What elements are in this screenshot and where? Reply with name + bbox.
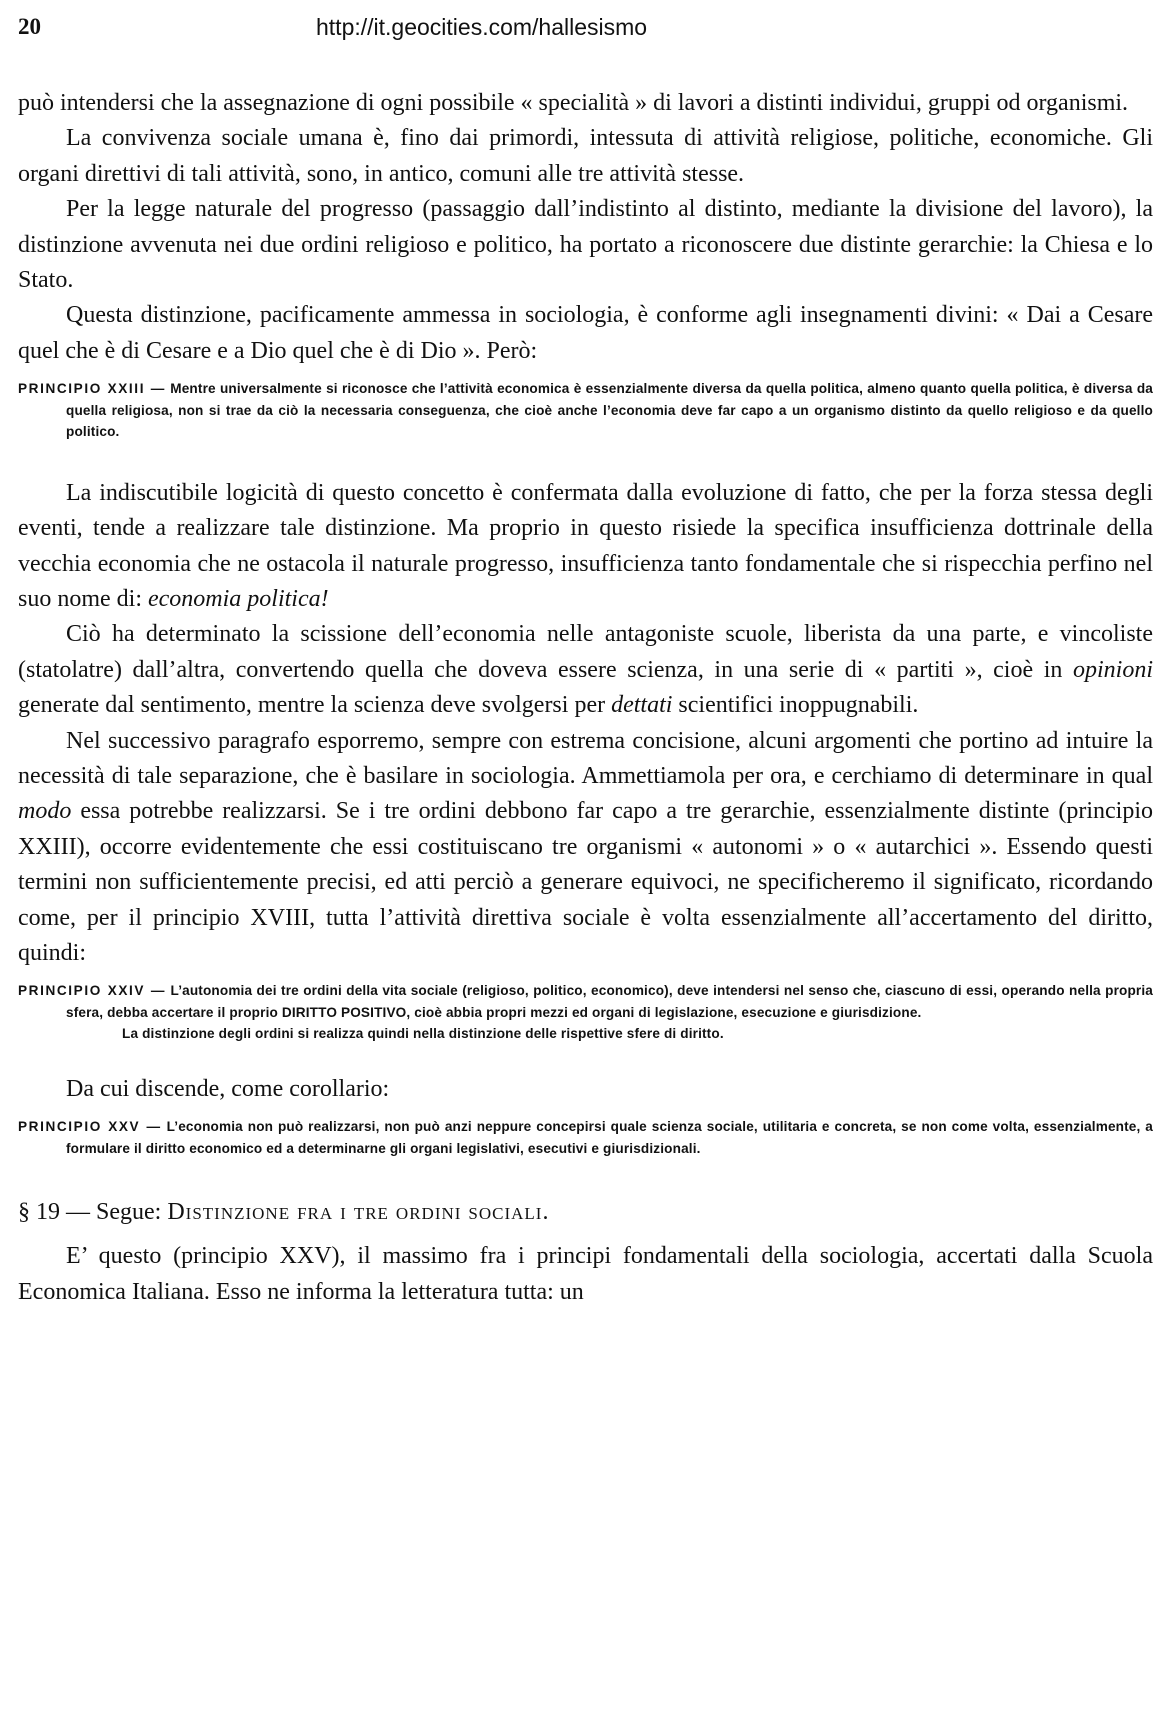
paragraph-6-italic-2: dettati <box>611 692 673 719</box>
principle-text: L’autonomia dei tre ordini della vita sociale (religioso, politico, economico), deve intendersi nel senso che, ciascuno di essi, operando nella propria sfera, debba accertare il proprio DIRITTO POSITIVO, cioè abbia propri mezzi ed organi di legislazione, esecuzione e giurisdizione. <box>66 983 1154 1020</box>
paragraph-8: Da cui discende, come corollario: <box>66 1075 390 1102</box>
paragraph-1: può intendersi che la assegnazione di ogni possibile « specialità » di lavori a distinti individui, gruppi od organismi. <box>18 90 1129 116</box>
paragraph-7-text-a: Nel successivo paragrafo esporremo, sempre con estrema concisione, alcuni argomenti che portino ad intuire la necessità di tale separazione, che è basilare in sociologia. Ammettiamola per ora, e cerchiamo di determinare in qual <box>18 727 1153 789</box>
section-title: Distinzione fra i tre ordini sociali. <box>167 1199 550 1226</box>
principle-text: Mentre universalmente si riconosce che l’attività economica è essenzialmente diversa da quella politica, almeno quanto quella politica, è diversa da quella religiosa, non si trae da ciò la necessaria conseguenza, che cioè anche l’economia deve far capo a un organismo distinto da quello religioso e da quello politico. <box>66 381 1153 440</box>
principle-subtext: La distinzione degli ordini si realizza quindi nella distinzione delle rispettive sfere di diritto. <box>122 1026 724 1042</box>
principle-xxiii <box>18 378 1153 443</box>
header-url: http://it.geocities.com/hallesismo <box>316 14 648 40</box>
principle-text: L’economia non può realizzarsi, non può anzi neppure concepirsi quale scienza sociale, utilitaria e concreta, se non come volta, essenzialmente, a formulare il diritto economico ed a determinarne gli organi legislativi, esecutivi e giurisdizionali. <box>66 1119 1153 1156</box>
paragraph-5-text: La indiscutibile logicità di questo concetto è confermata dalla evoluzione di fatto, che per la forza stessa degli eventi, tende a realizzare tale distinzione. Ma proprio in questo risiede la specifica insufficienza dottrinale della vecchia economia che ne ostacola il naturale progresso, insufficienza tanto fondamentale che si rispecchia perfino nel suo nome di: <box>18 479 1153 612</box>
page-header <box>18 14 1155 44</box>
paragraph-5-italic: economia politica! <box>148 585 329 612</box>
paragraph-2: La convivenza sociale umana è, fino dai primordi, intessuta di attività religiose, politiche, economiche. Gli organi direttivi di tali attività, sono, in antico, comuni alle tre attività stesse. <box>18 125 1153 187</box>
principle-label: PRINCIPIO XXV — <box>18 1119 162 1135</box>
paragraph-6-text-b: generate dal sentimento, mentre la scienza deve svolgersi per <box>18 692 606 719</box>
paragraph-3: Per la legge naturale del progresso (passaggio dall’indistinto al distinto, mediante la divisione del lavoro), la distinzione avvenuta nei due ordini religioso e politico, ha portato a riconoscere due distinte gerarchie: la Chiesa e lo Stato. <box>18 196 1153 294</box>
paragraph-5 <box>18 476 1153 618</box>
section-heading <box>18 1195 1153 1230</box>
paragraph-6 <box>18 617 1153 723</box>
principle-xxiv <box>18 980 1153 1045</box>
principle-label: PRINCIPIO XXIV — <box>18 983 167 999</box>
paragraph-7-text-b: essa potrebbe realizzarsi. Se i tre ordini debbono far capo a tre gerarchie, essenzialmente distinte (principio XXIII), occorre evidentemente che essi costituiscano tre organismi « autonomi » o « autarchici ». Essendo questi termini non sufficientemente precisi, ed atti perciò a generare equivoci, ne specificheremo il significato, ricordando come, per il principio XVIII, tutta l’attività direttiva sociale è volta essenzialmente all’accertamento del diritto, quindi: <box>18 798 1153 967</box>
principle-label: PRINCIPIO XXIII — <box>18 381 166 397</box>
paragraph-7-italic: modo <box>18 798 72 825</box>
paragraph-7 <box>18 724 1153 972</box>
paragraph-6-italic-1: opinioni <box>1073 656 1154 683</box>
section-number: § 19 — Segue: <box>18 1199 162 1226</box>
paragraph-6-text-a: Ciò ha determinato la scissione dell’economia nelle antagoniste scuole, liberista da una parte, e vincoliste (statolatre) dall’altra, convertendo quella che doveva essere scienza, in una serie di « partiti », cioè in <box>18 621 1153 683</box>
principle-xxv <box>18 1116 1153 1159</box>
paragraph-6-text-c: scientifici inoppugnabili. <box>678 692 919 719</box>
paragraph-4: Questa distinzione, pacificamente ammessa in sociologia, è conforme agli insegnamenti divini: « Dai a Cesare quel che è di Cesare e a Dio quel che è di Dio ». Però: <box>18 302 1153 364</box>
paragraph-9: E’ questo (principio XXV), il massimo fra i principi fondamentali della sociologia, accertati dalla Scuola Economica Italiana. Esso ne informa la letteratura tutta: un <box>18 1243 1153 1305</box>
page-body <box>18 86 1153 1310</box>
page-number: 20 <box>18 14 41 39</box>
